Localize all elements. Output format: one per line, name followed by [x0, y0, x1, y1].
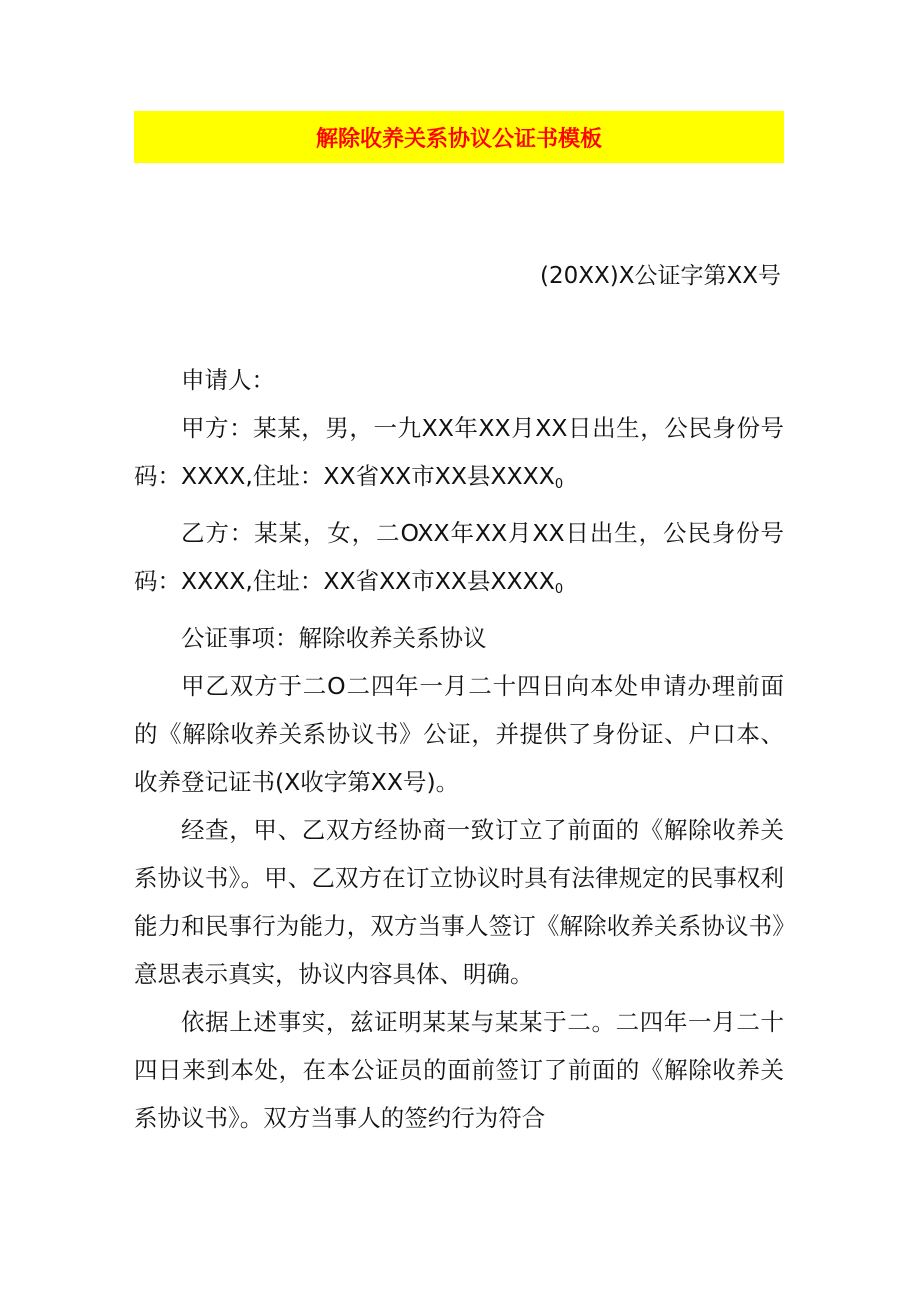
application-paragraph: 甲乙双方于二O二四年一月二十四日向本处申请办理前面的《解除收养关系协议书》公证，并提供了身份证、户口本、收养登记证书(X收字第XX号)。	[134, 672, 784, 796]
document-number: (20XX)X公证字第XX号	[540, 263, 781, 289]
notarization-matter: 公证事项：解除收养关系协议	[181, 624, 487, 652]
party-a-info	[134, 404, 784, 509]
certification-paragraph: 依据上述事实，兹证明某某与某某于二。二四年一月二十四日来到本处，在本公证员的面前签订了前面的《解除收养关系协议书》。双方当事人的签约行为符合	[134, 1008, 784, 1132]
document-body	[134, 356, 784, 1142]
examination-paragraph: 经查，甲、乙双方经协商一致订立了前面的《解除收养关系协议书》。甲、乙双方在订立协议时具有法律规定的民事权利能力和民事行为能力，双方当事人签订《解除收养关系协议书》意思表示真实，协议内容具体、明确。	[134, 816, 784, 988]
party-a-suffix: 0	[554, 477, 564, 492]
document-title: 解除收养关系协议公证书模板	[315, 126, 602, 152]
party-b-info	[134, 509, 784, 614]
party-b-suffix: 0	[554, 582, 564, 597]
title-banner	[134, 111, 784, 163]
party-b-text: 乙方：某某，女，二OXX年XX月XX日出生，公民身份号码：XXXX,住址：XX省XX市XX县XXXX	[134, 519, 784, 595]
applicant-label: 申请人：	[181, 366, 275, 394]
party-a-text: 甲方：某某，男，一九XX年XX月XX日出生，公民身份号码：XXXX,住址：XX省XX市XX县XXXX	[134, 414, 784, 490]
